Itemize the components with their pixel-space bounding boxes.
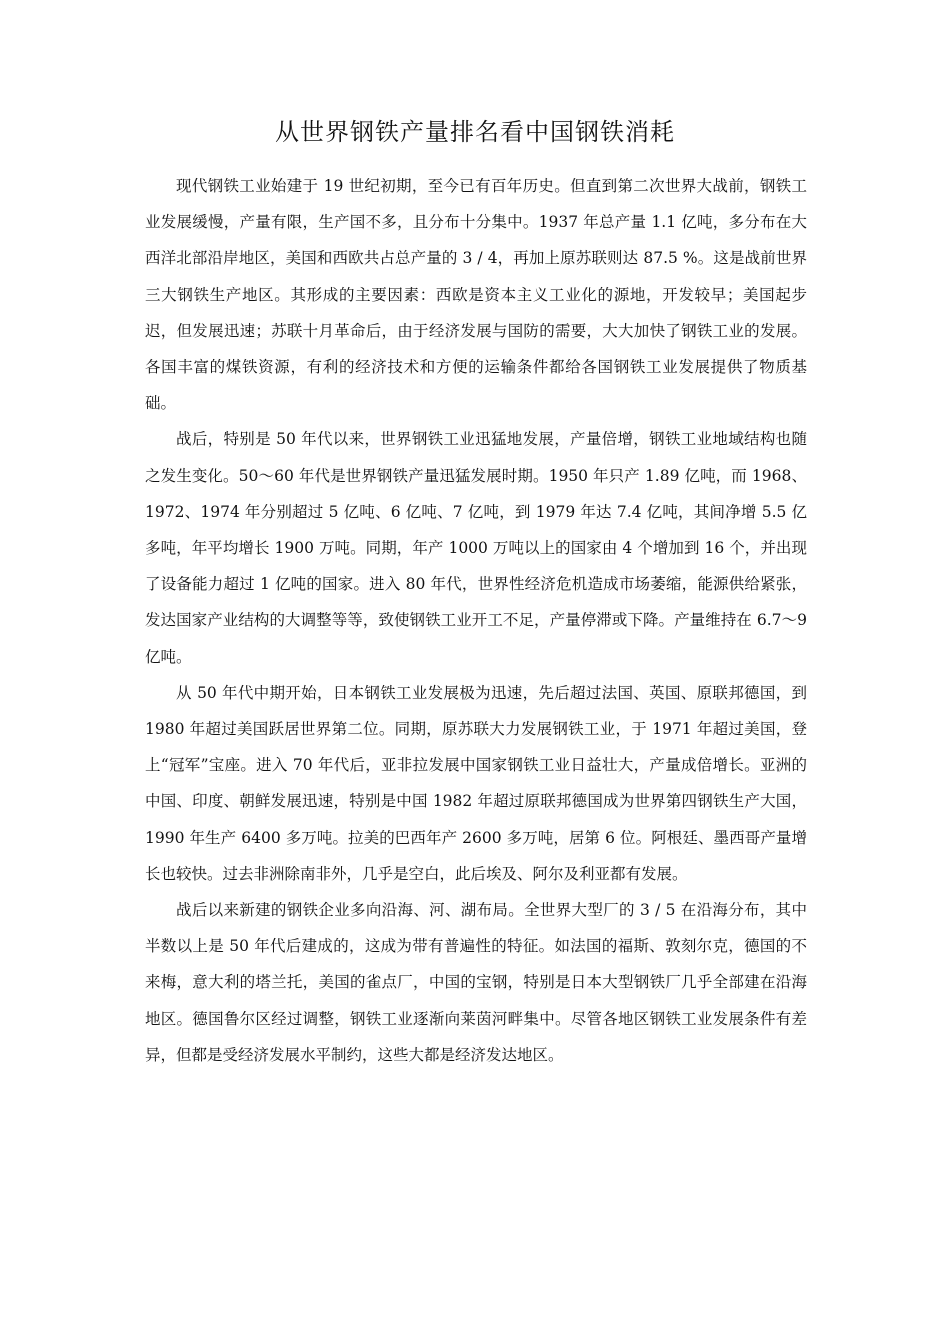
document-body	[145, 168, 807, 1073]
paragraph-3: 从 50 年代中期开始，日本钢铁工业发展极为迅速，先后超过法国、英国、原联邦德国，到 1980 年超过美国跃居世界第二位。同期，原苏联大力发展钢铁工业，于 1971 年超过美国，登上“冠军”宝座。进入 70 年代后，亚非拉发展中国家钢铁工业日益壮大，产量成倍增长。亚洲的中国、印度、朝鲜发展迅速，特别是中国 1982 年超过原联邦德国成为世界第四钢铁生产大国，1990 年生产 6400 多万吨。拉美的巴西年产 2600 多万吨，居第 6 位。阿根廷、墨西哥产量增长也较快。过去非洲除南非外，几乎是空白，此后埃及、阿尔及利亚都有发展。	[145, 683, 807, 883]
paragraph-2: 战后，特别是 50 年代以来，世界钢铁工业迅猛地发展，产量倍增，钢铁工业地域结构也随之发生变化。50～60 年代是世界钢铁产量迅猛发展时期。1950 年只产 1.89 亿吨，而 1968、1972、1974 年分别超过 5 亿吨、6 亿吨、7 亿吨，到 1979 年达 7.4 亿吨，其间净增 5.5 亿多吨，年平均增长 1900 万吨。同期，年产 1000 万吨以上的国家由 4 个增加到 16 个，并出现了设备能力超过 1 亿吨的国家。进入 80 年代，世界性经济危机造成市场萎缩，能源供给紧张，发达国家产业结构的大调整等等，致使钢铁工业开工不足，产量停滞或下降。产量维持在 6.7～9 亿吨。	[145, 430, 807, 666]
document-title: 从世界钢铁产量排名看中国钢铁消耗	[275, 118, 675, 146]
paragraph-4: 战后以来新建的钢铁企业多向沿海、河、湖布局。全世界大型厂的 3 / 5 在沿海分布，其中半数以上是 50 年代后建成的，这成为带有普遍性的特征。如法国的福斯、敦刻尔克，德国的不来梅，意大利的塔兰托，美国的雀点厂，中国的宝钢，特别是日本大型钢铁厂几乎全部建在沿海地区。德国鲁尔区经过调整，钢铁工业逐渐向莱茵河畔集中。尽管各地区钢铁工业发展条件有差异，但都是受经济发展水平制约，这些大都是经济发达地区。	[145, 901, 807, 1064]
paragraph-1: 现代钢铁工业始建于 19 世纪初期，至今已有百年历史。但直到第二次世界大战前，钢铁工业发展缓慢，产量有限，生产国不多，且分布十分集中。1937 年总产量 1.1 亿吨，多分布在大西洋北部沿岸地区，美国和西欧共占总产量的 3 / 4，再加上原苏联则达 87.5 %。这是战前世界三大钢铁生产地区。其形成的主要因素：西欧是资本主义工业化的源地，开发较早；美国起步迟，但发展迅速；苏联十月革命后，由于经济发展与国防的需要，大大加快了钢铁工业的发展。各国丰富的煤铁资源，有利的经济技术和方便的运输条件都给各国钢铁工业发展提供了物质基础。	[145, 177, 807, 413]
